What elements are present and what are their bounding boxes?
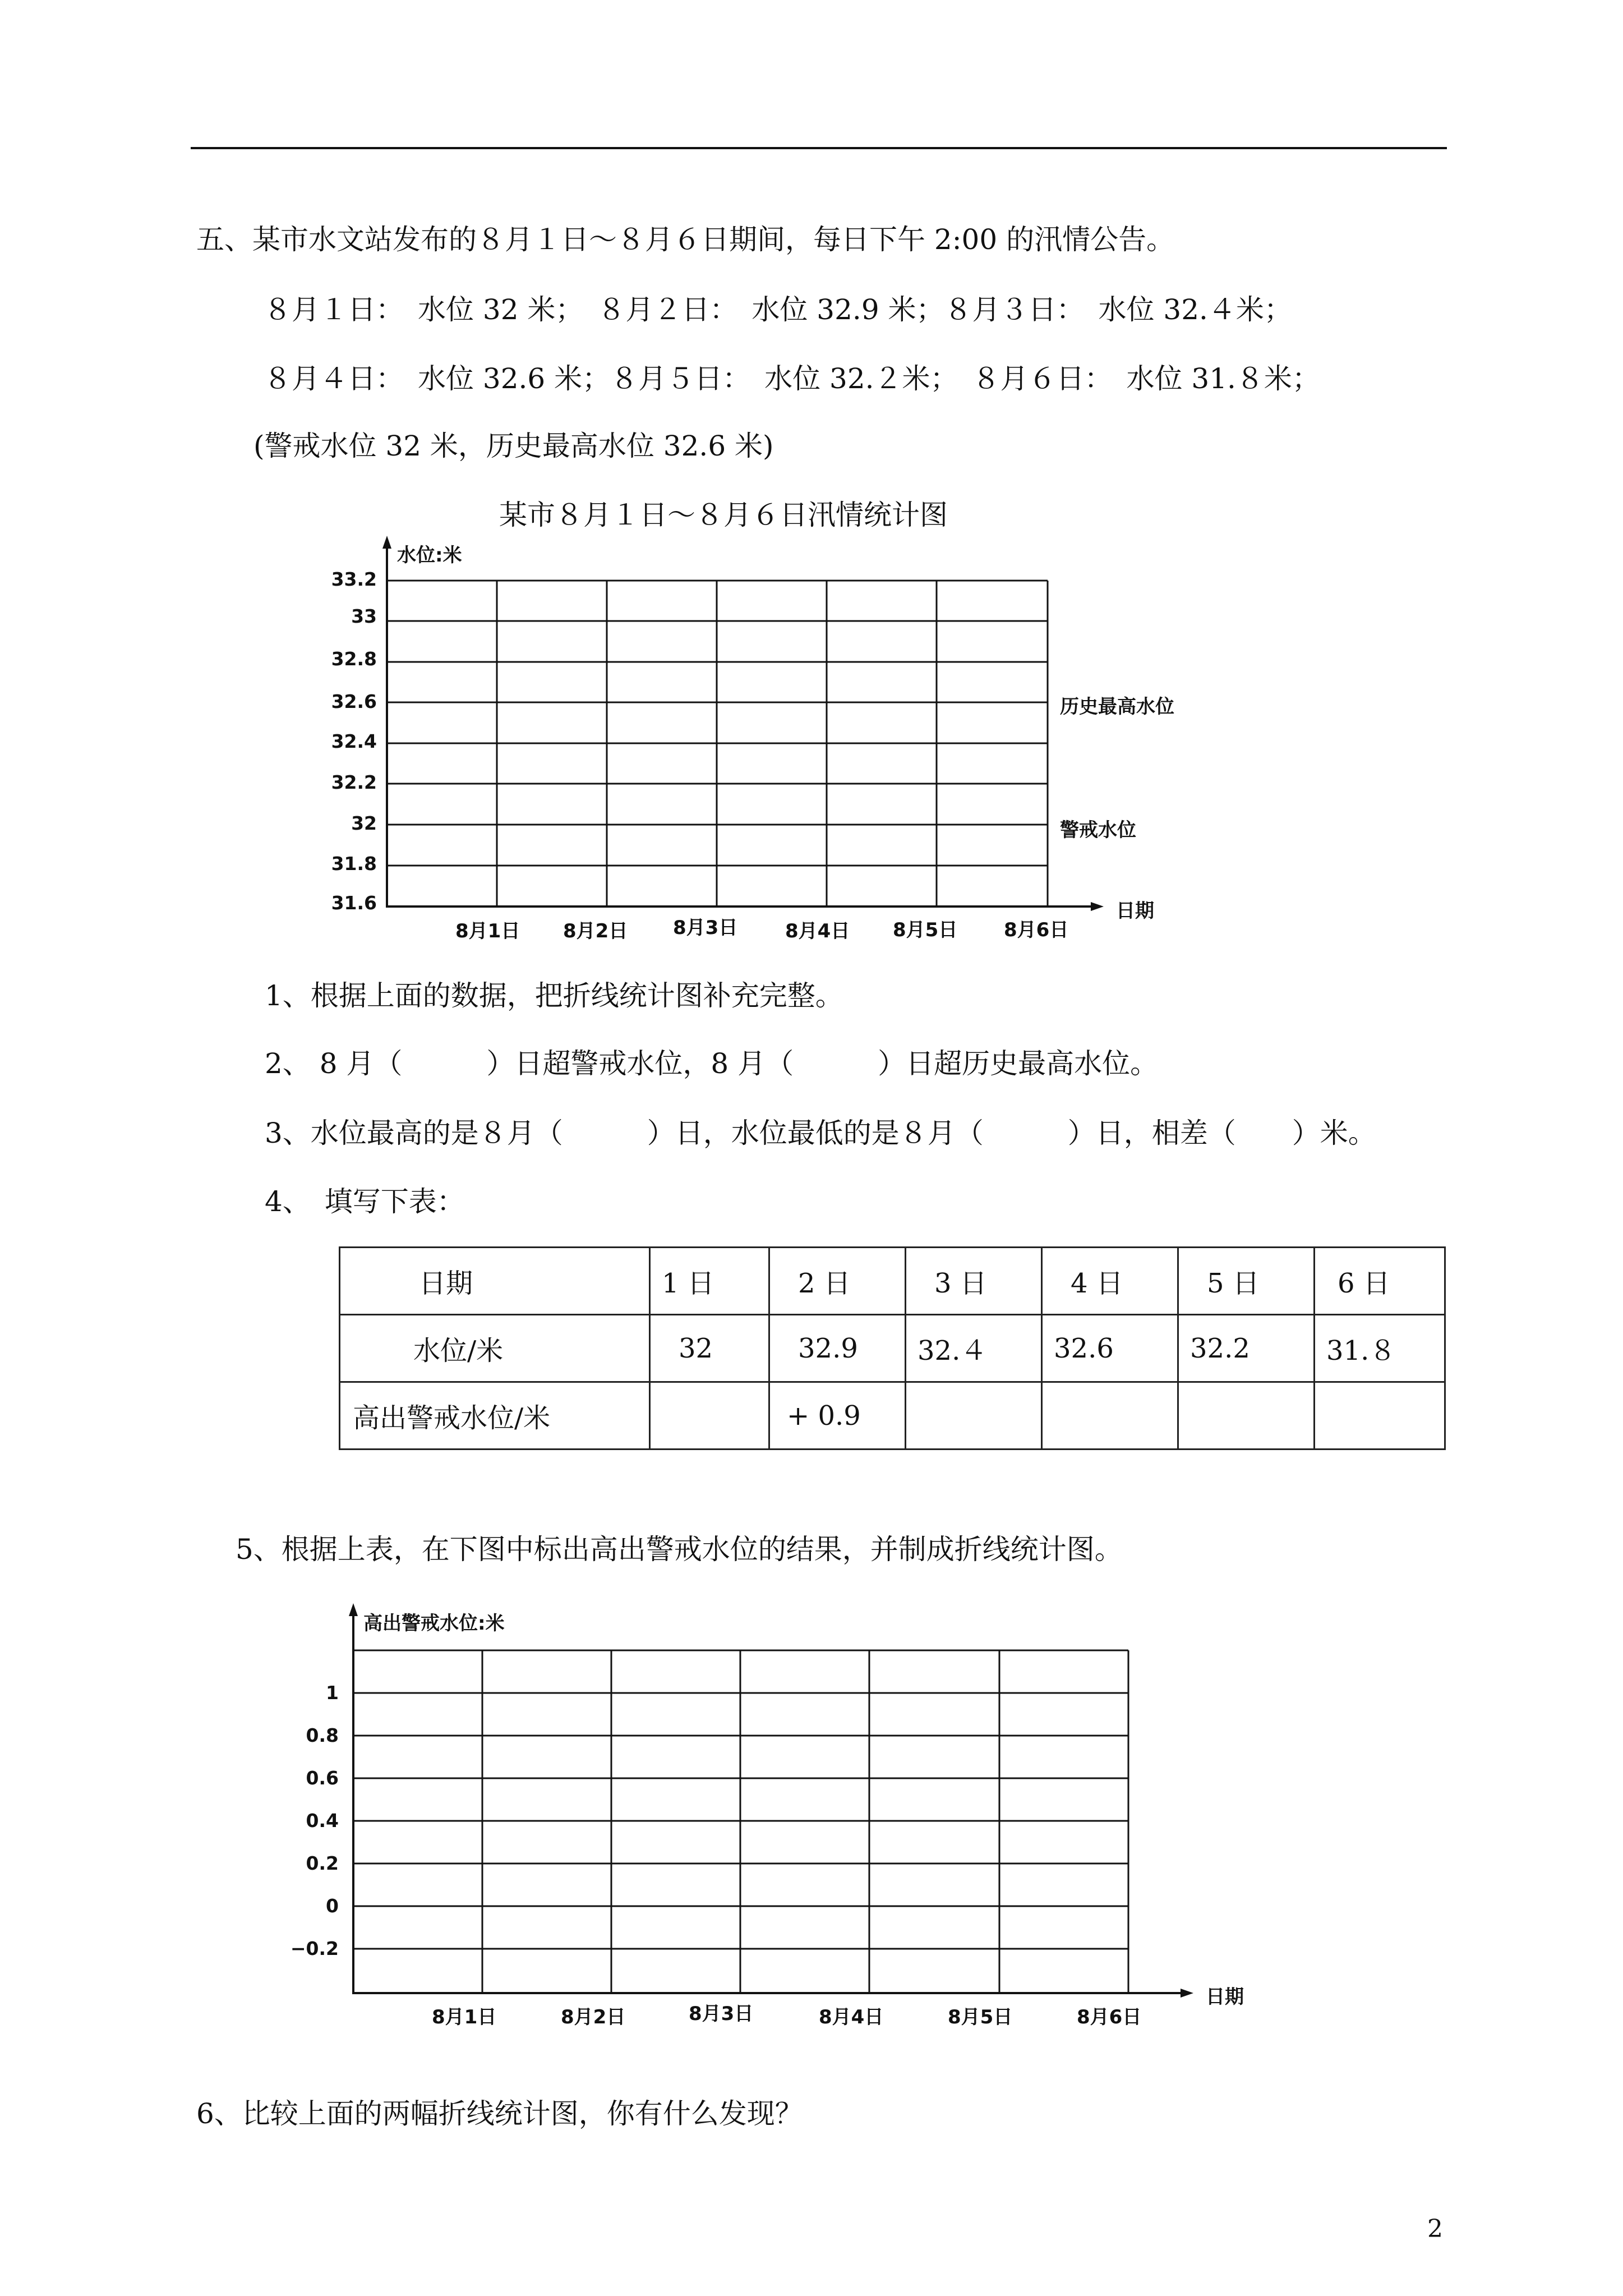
chart1-ytick: 31.6 [331,892,377,914]
chart1-title: 某市８月１日～８月６日汛情统计图 [499,499,948,531]
table-cell: 1 日 [650,1248,769,1315]
table-cell: 5 日 [1178,1248,1315,1315]
chart1-xtick: 8月6日 [1004,919,1069,941]
chart1-label-historic-high: 历史最高水位 [1060,696,1174,718]
chart2-ytick: 0 [326,1895,339,1917]
water-level-line-2: ８月４日： 水位 32.6 米；８月５日： 水位 32.２米； ８月６日： 水位 31.８米； [264,362,1320,395]
page-number: 2 [1427,2215,1443,2243]
table-cell: 32.9 [769,1315,906,1382]
chart1-ytick: 32 [351,812,377,834]
chart1-ytick: 31.8 [331,853,377,875]
chart1-ytick: 33.2 [331,568,377,590]
chart1-ytick: 32.8 [331,648,377,670]
chart1-ytick: 32.2 [331,771,377,793]
chart2-ylabel: 高出警戒水位:米 [363,1612,505,1635]
question-4: 4、 填写下表： [265,1185,465,1218]
chart1-label-warning: 警戒水位 [1060,819,1136,841]
chart2-ytick: 0.6 [306,1767,339,1789]
question-3: 3、水位最高的是８月（ ）日，水位最低的是８月（ ）日，相差（ ）米。 [265,1117,1376,1149]
chart2-xtick: 8月6日 [1077,2006,1142,2028]
table-cell: 4 日 [1042,1248,1178,1315]
table-cell[interactable] [1315,1382,1445,1450]
chart1-xtick: 8月1日 [455,920,520,942]
table-cell[interactable] [1178,1382,1315,1450]
chart2-ytick: 0.4 [306,1810,339,1832]
table-cell: 2 日 [769,1248,906,1315]
chart1-xtick: 8月3日 [673,917,738,939]
table-cell[interactable] [1042,1382,1178,1450]
chart2-ytick: −0.2 [290,1938,339,1959]
table-cell: 32.2 [1178,1315,1315,1382]
table-cell: 6 日 [1315,1248,1445,1315]
table-row-above-warning [340,1382,1445,1450]
water-level-line-1: ８月１日： 水位 32 米； ８月２日： 水位 32.9 米；８月３日： 水位 32.４米； [264,293,1292,326]
table-row-header [340,1248,1445,1315]
chart1-xlabel: 日期 [1116,900,1154,922]
chart2-ytick: 0.2 [306,1852,339,1874]
table-cell: 3 日 [906,1248,1042,1315]
chart1-ytick: 33 [351,605,377,627]
table-cell: 32 [650,1315,769,1382]
table-cell: 日期 [340,1248,650,1315]
chart1-xtick: 8月5日 [893,919,958,941]
table-cell: 31.８ [1315,1315,1445,1382]
chart2-xlabel: 日期 [1206,1986,1244,2008]
table-row-level [340,1315,1445,1382]
table-cell: 32.6 [1042,1315,1178,1382]
table-cell: 水位/米 [340,1315,650,1382]
chart2-ytick: 0.8 [306,1724,339,1746]
chart2-xtick: 8月1日 [432,2006,497,2028]
section-heading: 五、某市水文站发布的８月１日～８月６日期间，每日下午 2:00 的汛情公告。 [196,223,1175,256]
question-1: 1、根据上面的数据，把折线统计图补充完整。 [265,979,843,1012]
chart1-xtick: 8月4日 [785,920,850,942]
chart1-ylabel: 水位:米 [397,544,462,567]
chart2-xtick: 8月3日 [689,2003,754,2025]
chart1-xtick: 8月2日 [563,920,628,942]
table-cell[interactable] [650,1382,769,1450]
chart1-ytick: 32.6 [331,691,377,712]
water-level-note: (警戒水位 32 米，历史最高水位 32.6 米) [253,430,774,462]
chart1-ytick: 32.4 [331,730,377,752]
table-cell[interactable] [906,1382,1042,1450]
question-5: 5、根据上表，在下图中标出高出警戒水位的结果，并制成折线统计图。 [236,1533,1123,1566]
chart2-xtick: 8月4日 [819,2006,884,2028]
chart2-xtick: 8月2日 [561,2006,626,2028]
question-6: 6、比较上面的两幅折线统计图，你有什么发现？ [196,2097,803,2130]
chart2-xtick: 8月5日 [948,2006,1013,2028]
question-2: 2、 8 月（ ）日超警戒水位，8 月（ ）日超历史最高水位。 [265,1047,1159,1080]
water-level-table [339,1246,1446,1450]
table-cell: 32.４ [906,1315,1042,1382]
table-cell: 高出警戒水位/米 [340,1382,650,1450]
table-cell: + 0.9 [769,1382,906,1450]
chart2-ytick: 1 [326,1682,339,1704]
